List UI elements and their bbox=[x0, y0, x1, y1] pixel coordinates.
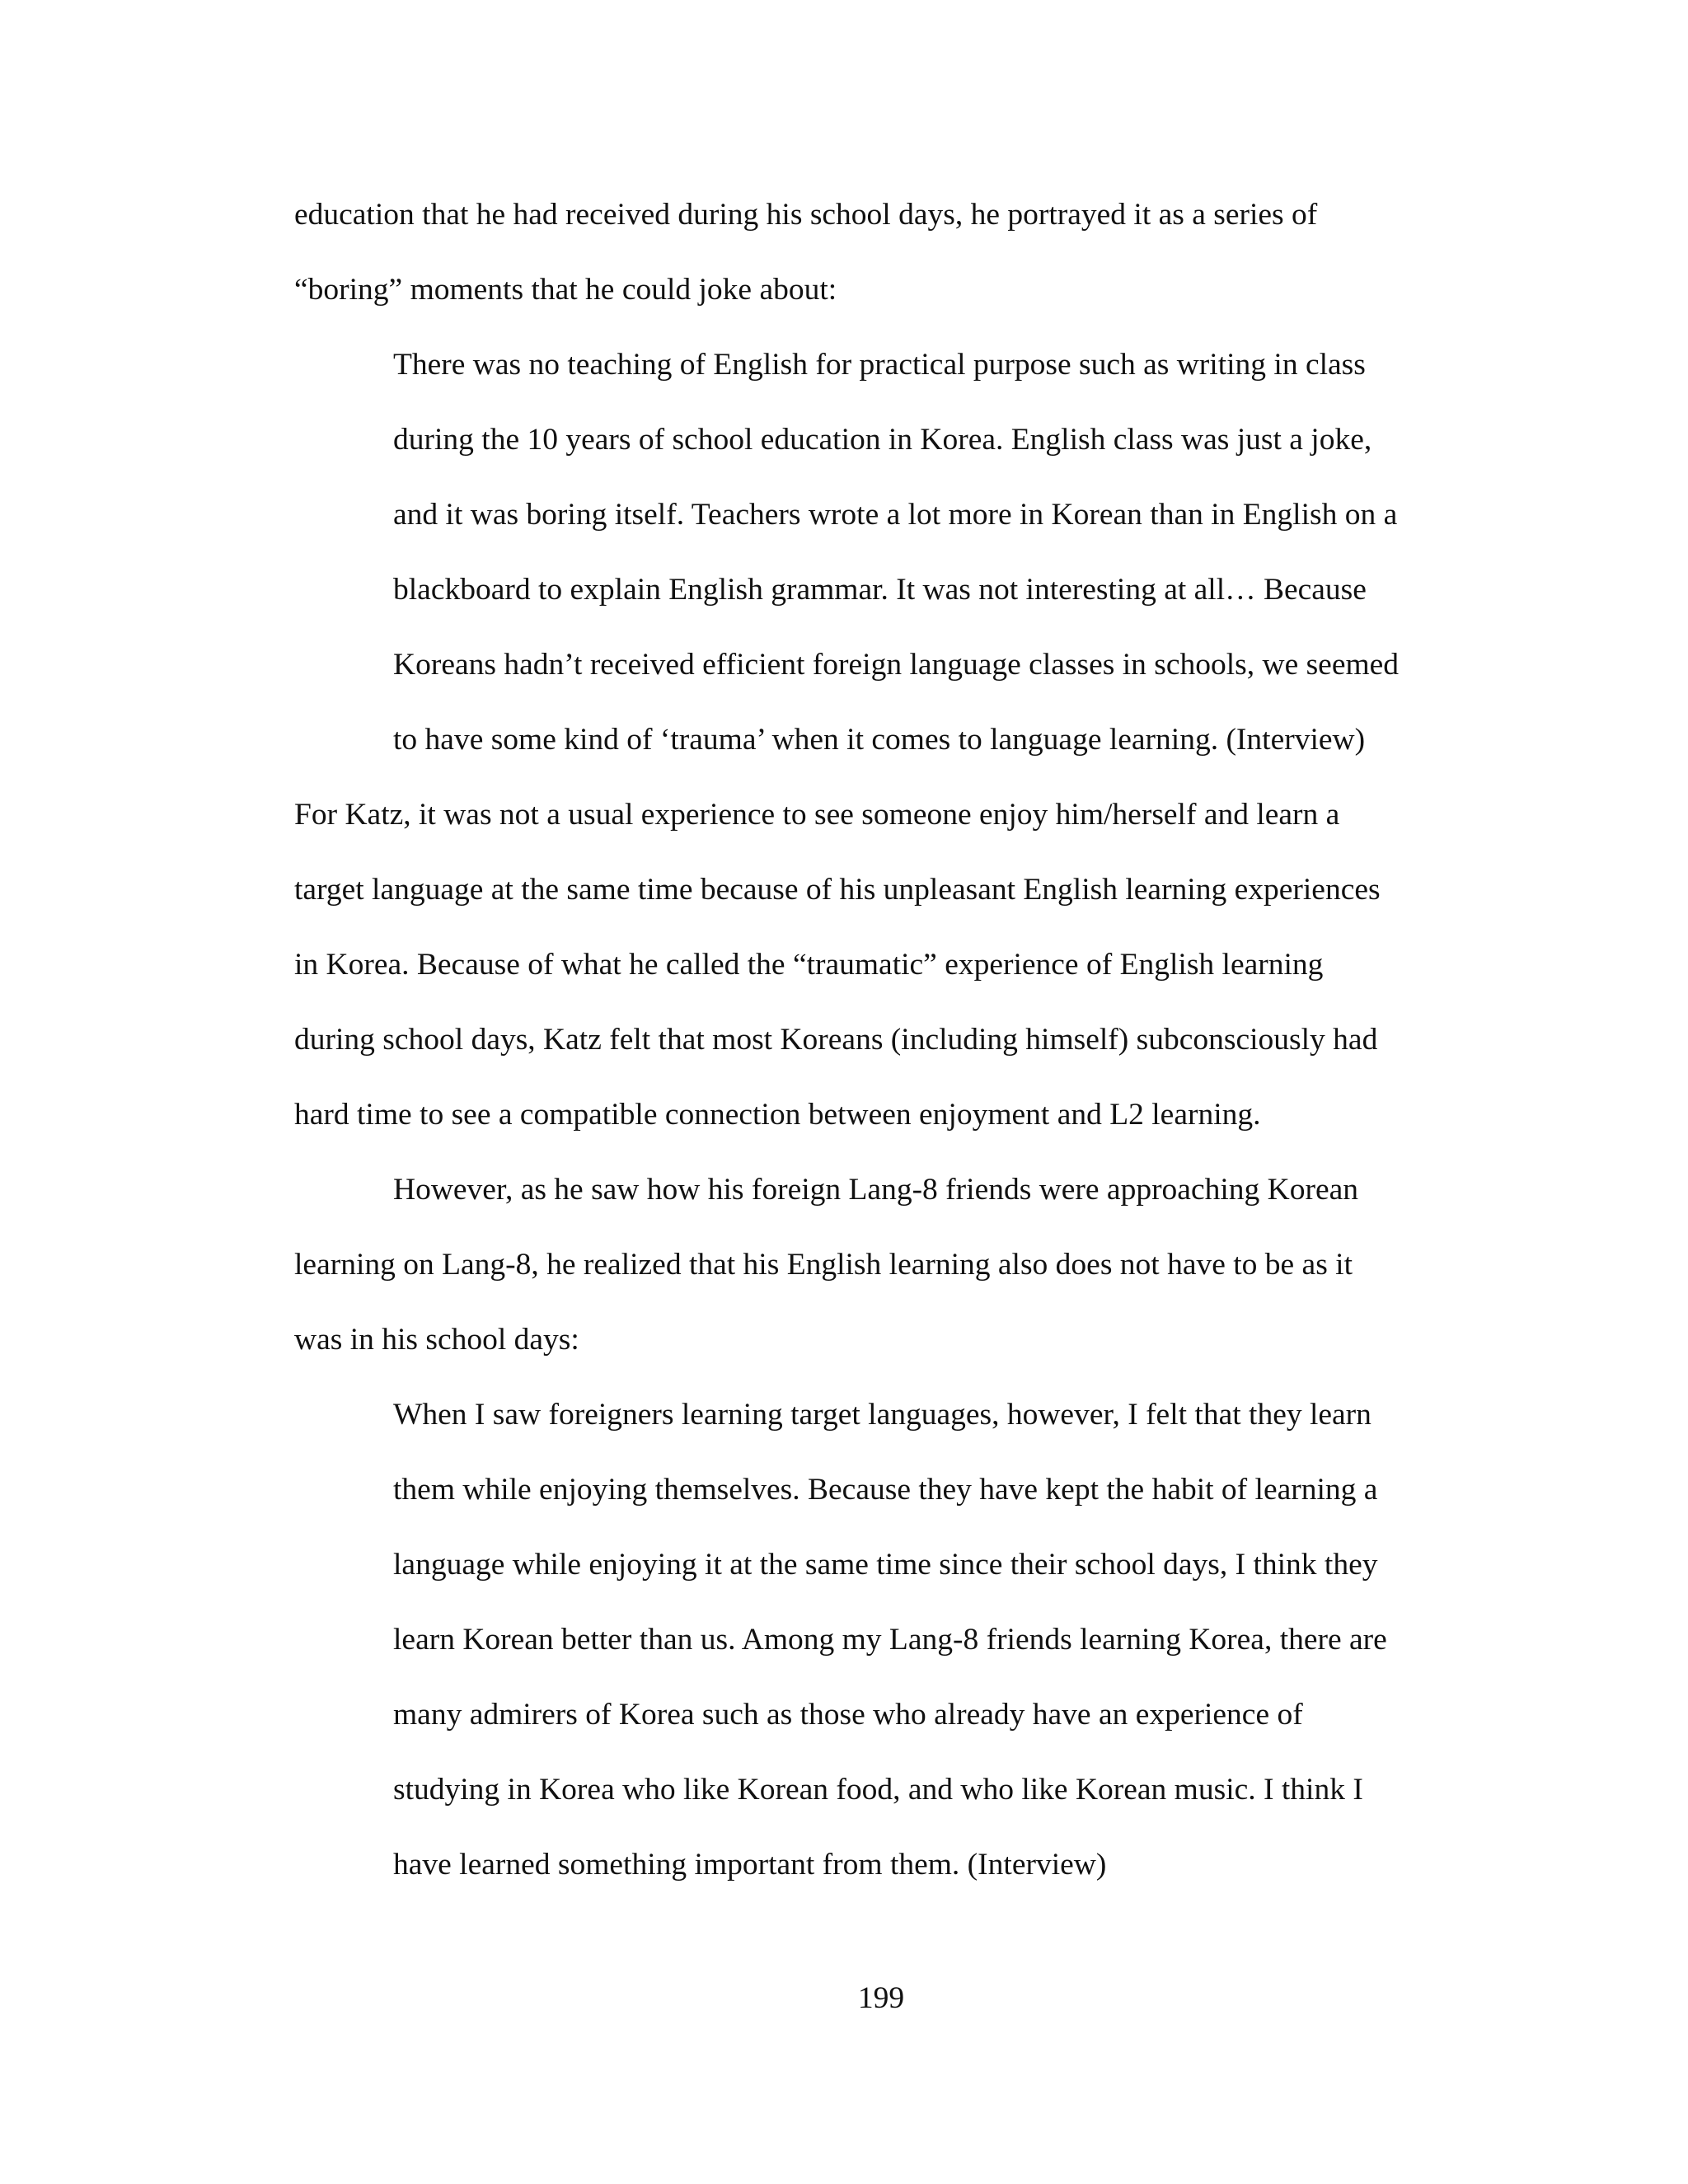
block-quote-line: and it was boring itself. Teachers wrote a lot more in Korean than in English on a bbox=[393, 498, 1398, 532]
page-number: 199 bbox=[857, 1981, 905, 2015]
block-quote-line: them while enjoying themselves. Because they have kept the habit of learning a bbox=[393, 1473, 1378, 1507]
block-quote-line: language while enjoying it at the same time since their school days, I think they bbox=[393, 1548, 1378, 1582]
block-quote-line: There was no teaching of English for practical purpose such as writing in class bbox=[393, 348, 1366, 382]
text-line: learning on Lang-8, he realized that his English learning also does not have to be as it bbox=[294, 1248, 1353, 1282]
block-quote-line: have learned something important from them. (Interview) bbox=[393, 1848, 1107, 1882]
block-quote-line: Koreans hadn’t received efficient foreign language classes in schools, we seemed bbox=[393, 648, 1400, 682]
text-line: “boring” moments that he could joke about: bbox=[294, 273, 837, 307]
block-quote-line: blackboard to explain English grammar. It was not interesting at all… Because bbox=[393, 573, 1367, 607]
block-quote-line: many admirers of Korea such as those who already have an experience of bbox=[393, 1698, 1303, 1732]
block-quote-line: to have some kind of ‘trauma’ when it comes to language learning. (Interview) bbox=[393, 723, 1366, 757]
text-line: in Korea. Because of what he called the “traumatic” experience of English learning bbox=[294, 948, 1324, 982]
text-line: target language at the same time because of his unpleasant English learning experiences bbox=[294, 873, 1381, 907]
block-quote-line: learn Korean better than us. Among my Lang-8 friends learning Korea, there are bbox=[393, 1623, 1387, 1657]
text-line: education that he had received during his school days, he portrayed it as a series of bbox=[294, 198, 1318, 232]
text-line: during school days, Katz felt that most Koreans (including himself) subconsciously had bbox=[294, 1023, 1378, 1057]
paragraph-first-line: However, as he saw how his foreign Lang-8 friends were approaching Korean bbox=[393, 1173, 1358, 1207]
block-quote-line: When I saw foreigners learning target languages, however, I felt that they learn bbox=[393, 1398, 1372, 1432]
text-line: For Katz, it was not a usual experience to see someone enjoy him/herself and learn a bbox=[294, 798, 1340, 832]
block-quote-line: during the 10 years of school education in Korea. English class was just a joke, bbox=[393, 423, 1372, 457]
block-quote-line: studying in Korea who like Korean food, and who like Korean music. I think I bbox=[393, 1773, 1363, 1807]
text-line: was in his school days: bbox=[294, 1323, 579, 1357]
text-line: hard time to see a compatible connection between enjoyment and L2 learning. bbox=[294, 1098, 1261, 1132]
